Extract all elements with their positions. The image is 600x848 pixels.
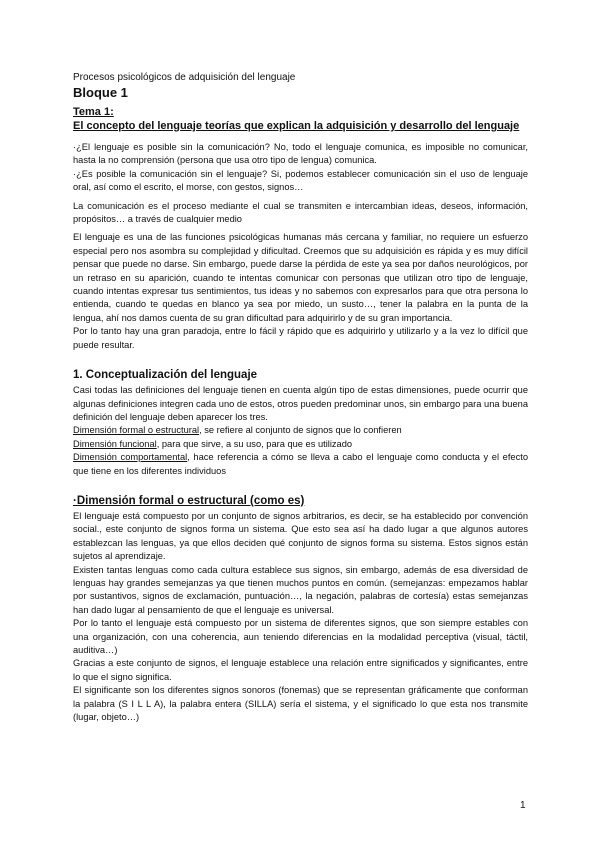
section-2-paragraph-3: Por lo tanto el lenguaje está compuesto por un sistema de diferentes signos, que son siempre estables con una organización, con una coherencia, aun teniendo diferencias en la modalidad perceptiva (visual, táctil, auditiva…)	[73, 618, 528, 655]
block-title: Bloque 1	[73, 85, 128, 100]
dimension-behavioral-desc: , hace referencia a cómo se lleva a cabo el lenguaje como conducta y el efecto que tiene en los diferentes individuos	[73, 452, 528, 476]
section-2-heading: ·Dimensión formal o estructural (como es)	[73, 494, 305, 507]
intro-question-1: ·¿El lenguaje es posible sin la comunicación? No, todo el lenguaje comunica, es imposible no comunicar, hasta la no comprensión (persona que usa otro tipo de lengua) comunica.	[73, 142, 528, 166]
document-page	[73, 71, 528, 724]
dimension-formal-term: Dimensión formal o estructural	[73, 425, 200, 436]
dimension-behavioral-term: Dimensión comportamental	[73, 452, 188, 463]
section-1-heading: 1. Conceptualización del lenguaje	[73, 369, 258, 382]
intro-paragraph-language: El lenguaje es una de las funciones psicológicas humanas más cercana y familiar, no requiere un esfuerzo especial pero nos asombra su complejidad y dificultad. Creemos que su adquisición es rápida y es muy difícil pensar que puede no darse. Sin embargo, puede darse la pérdida de este ya sea por daños neurológicos, por un retraso en su aparición, cuando te intentas comunicar con personas que utilizan otro tipo de lenguaje, cuando intentas expresar tus sentimientos, tus ideas y no sabemos con expresarlos para que otra persona lo entienda, cuando te quedas en blanco ya sea por miedo, un susto…, tener la palabra en la punta de la lengua, ahí nos damos cuenta de su gran dificultad para adquirirlo y de su gran importancia.	[73, 232, 528, 323]
dimension-functional	[73, 438, 528, 451]
dimension-behavioral	[73, 451, 528, 478]
section-1-paragraph: Casi todas las definiciones del lenguaje tienen en cuenta algún tipo de estas dimensiones, puede ocurrir que algunas definiciones integren cada uno de estos, otros pueden predominar unos, sin embargo para una buena definición del lenguaje deben aparecer los tres.	[73, 385, 528, 422]
dimension-functional-desc: , para que sirve, a su uso, para que es utilizado	[156, 438, 353, 449]
section-2-paragraph-2: Existen tantas lenguas como cada cultura establece sus signos, sin embargo, además de esa diversidad de lenguas hay grandes semejanzas ya que tienen muchos puntos en común. (semejanzas: empezamos hablar por sustantivos, signos de exclamación, puntuación…, la negación, palabras de cortesía) estas semejanzas han dado lugar al pensamiento de que el lenguaje es universal.	[73, 564, 528, 615]
intro-paragraph-communication: La comunicación es el proceso mediante el cual se transmiten e intercambian ideas, deseos, información, propósitos… a través de cualquier medio	[73, 200, 528, 225]
page-number: 1	[520, 800, 526, 811]
topic-label: Tema 1:	[73, 106, 114, 118]
dimension-functional-term: Dimensión funcional	[73, 438, 157, 449]
section-2-paragraph-5: El significante son los diferentes signos sonoros (fonemas) que se representan gráficamente que conforman la palabra (S I L L A), la palabra entera (SILLA) sería el sistema, y el significado lo que esta nos transmite (lugar, objeto…)	[73, 685, 528, 723]
dimension-formal-desc: , se refiere al conjunto de signos que lo confieren	[199, 425, 402, 436]
topic-title: El concepto del lenguaje teorías que explican la adquisición y desarrollo del lenguaje	[73, 120, 520, 132]
intro-paragraph-paradox: Por lo tanto hay una gran paradoja, entre lo fácil y rápido que es adquirirlo y utilizarlo y a la vez lo difícil que puede resultar.	[73, 326, 528, 350]
section-2-paragraph-1: El lenguaje está compuesto por un conjunto de signos arbitrarios, es decir, se ha establecido por convención social., este conjunto de signos forma un sistema. Que esto sea así ha dado lugar a que algunos autores establezcan las lenguas, ya que ellos deciden qué conjunto de signos forma su sistema. Estos signos están sujetos al aprendizaje.	[73, 510, 528, 562]
section-2-paragraph-4: Gracias a este conjunto de signos, el lenguaje establece una relación entre significados y significantes, entre lo que el signo significa.	[73, 658, 528, 682]
course-title: Procesos psicológicos de adquisición del lenguaje	[73, 72, 296, 83]
dimension-formal	[73, 424, 528, 437]
intro-question-2: ·¿Es posible la comunicación sin el lenguaje? Si, podemos establecer comunicación sin el uso de lenguaje oral, así como el escrito, el morse, con gestos, signos…	[73, 168, 528, 193]
